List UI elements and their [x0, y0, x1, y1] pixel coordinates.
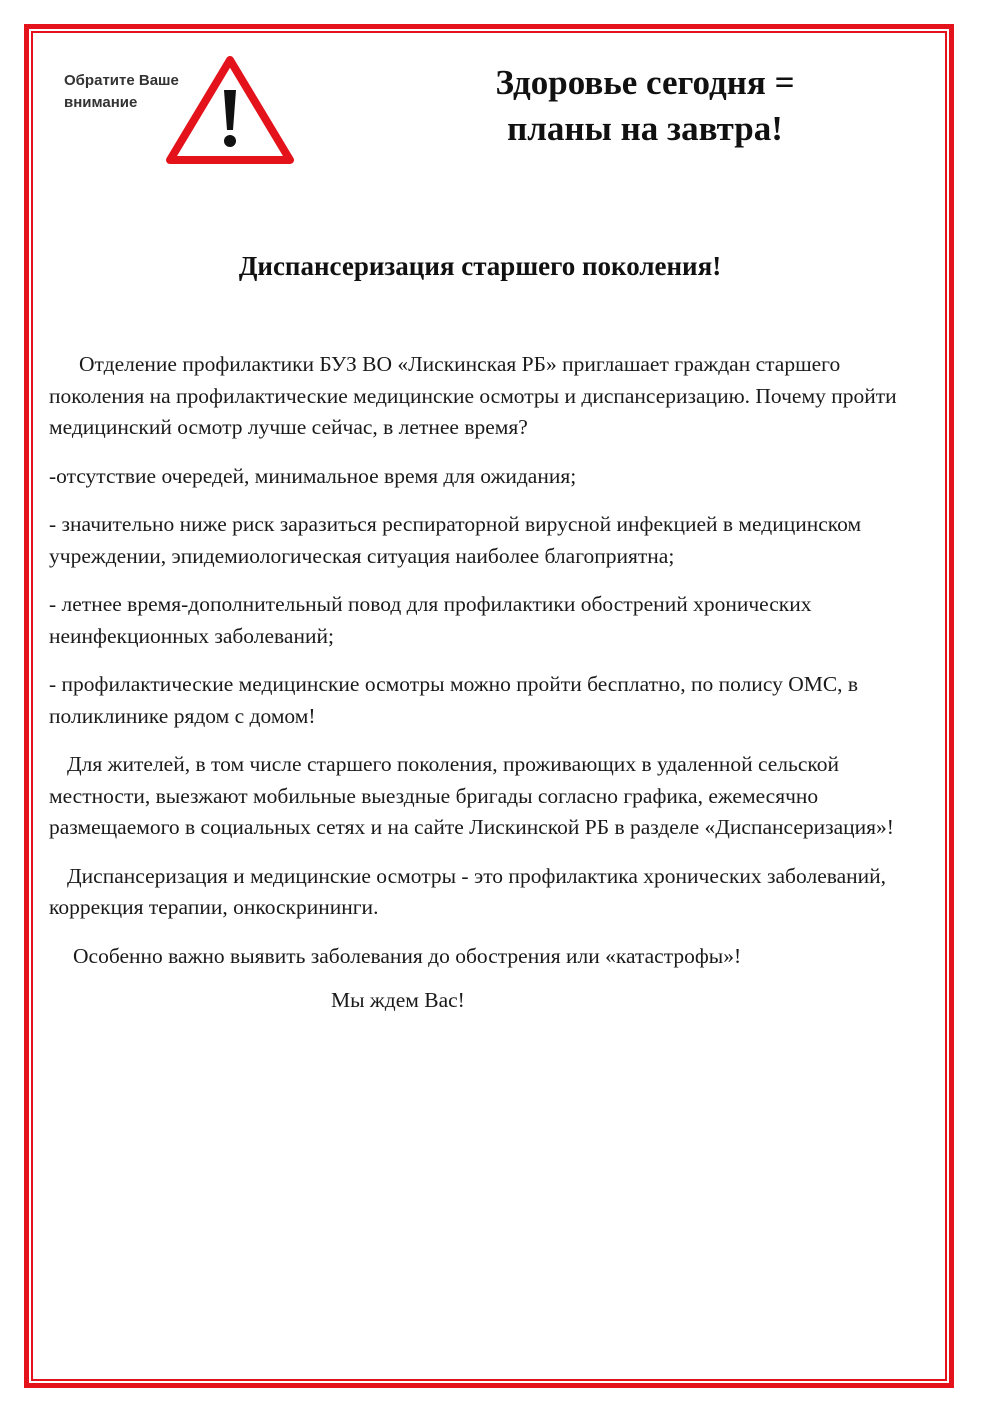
intro-paragraph: Отделение профилактики БУЗ ВО «Лискинская РБ» приглашает граждан старшего поколения на профилактические медицинские осмотры и диспансеризацию. Почему пройти медицинский осмотр лучше сейчас, в летнее время?: [49, 352, 897, 439]
reason-item-4: - профилактические медицинские осмотры можно пройти бесплатно, по полису ОМС, в поликлинике рядом с домом!: [49, 672, 859, 728]
page-title: Диспансеризация старшего поколения!: [238, 251, 722, 281]
slogan-line-2: планы на завтра!: [507, 109, 783, 148]
slogan: [440, 60, 850, 152]
purpose-paragraph: Диспансеризация и медицинские осмотры - это профилактика хронических заболеваний, коррекция терапии, онкоскрининги.: [49, 863, 887, 919]
closing-line: Мы ждем Вас!: [331, 988, 465, 1012]
warning-triangle-icon: [166, 56, 294, 164]
slogan-line-1: Здоровье сегодня =: [495, 63, 795, 102]
importance-paragraph: Особенно важно выявить заболевания до обострения или «катастрофы»!: [73, 943, 742, 968]
notice-label: Обратите Ваше внимание: [64, 72, 179, 111]
reason-item-2: - значительно ниже риск заразиться респираторной вирусной инфекцией в медицинском учреждении, эпидемиологическая ситуация наиболее благоприятна;: [49, 512, 862, 568]
body-text: [49, 349, 919, 1034]
mobile-teams-paragraph: Для жителей, в том числе старшего поколения, проживающих в удаленной сельской местности, выезжают мобильные выездные бригады согласно графика, ежемесячно размещаемого в социальных сетях и на сайте Лискинской РБ в разделе «Диспансеризация»!: [49, 752, 894, 839]
reason-item-3: - летнее время-дополнительный повод для профилактики обострений хронических неинфекционных заболеваний;: [49, 592, 812, 648]
reason-item-1: -отсутствие очередей, минимальное время для ожидания;: [49, 463, 577, 488]
